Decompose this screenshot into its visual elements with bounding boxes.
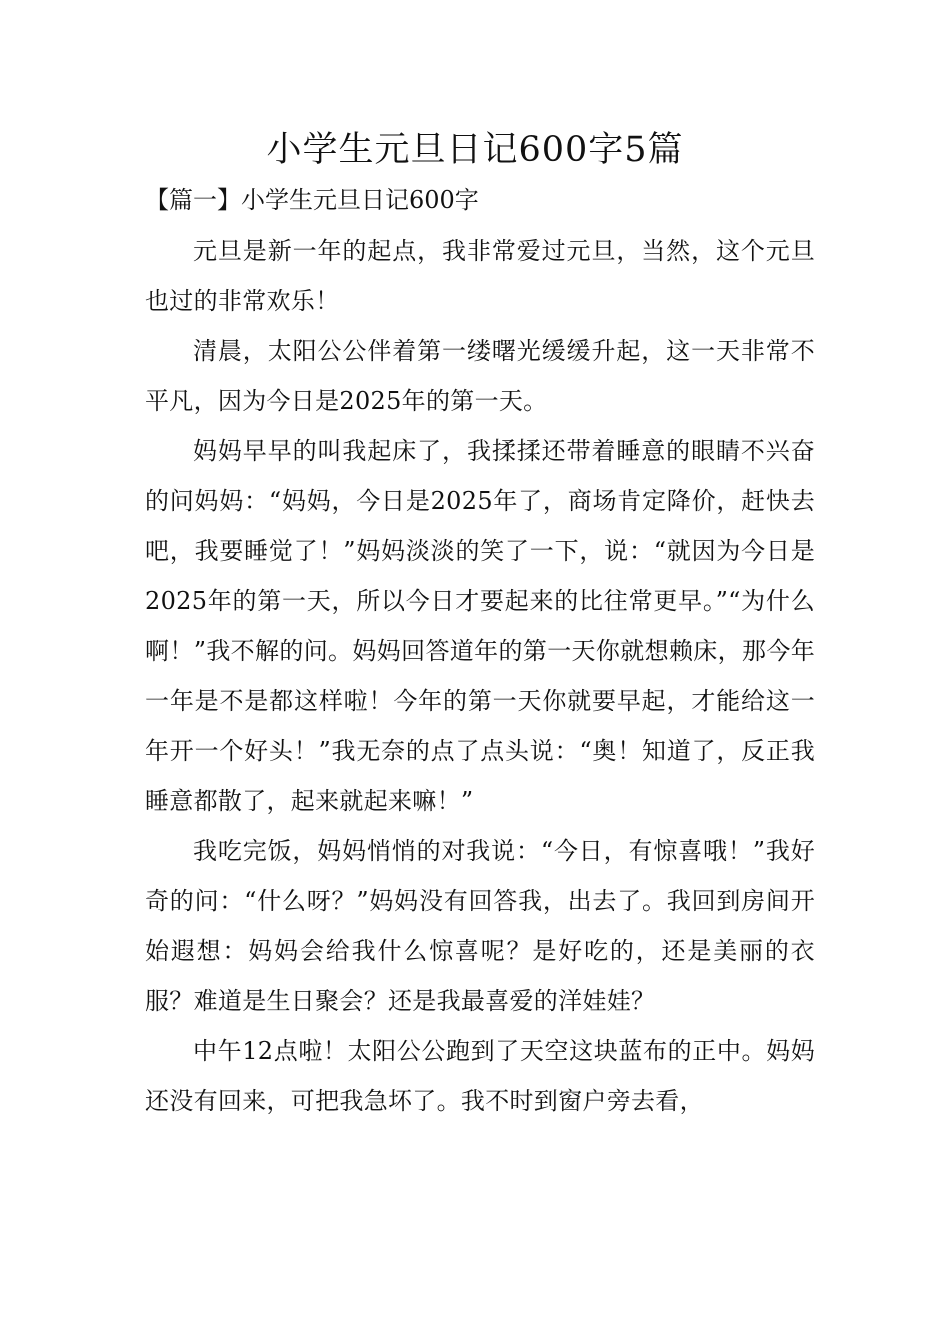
document-body: [145, 226, 815, 1126]
paragraph-2: 清晨，太阳公公伴着第一缕曙光缓缓升起，这一天非常不平凡，因为今日是2025年的第一天。: [145, 337, 815, 415]
paragraph-4: 我吃完饭，妈妈悄悄的对我说：“今日，有惊喜哦！”我好奇的问：“什么呀？”妈妈没有回答我，出去了。我回到房间开始遐想：妈妈会给我什么惊喜呢？是好吃的，还是美丽的衣服？难道是生日聚会？还是我最喜爱的洋娃娃？: [145, 837, 815, 1015]
paragraph-3: 妈妈早早的叫我起床了，我揉揉还带着睡意的眼睛不兴奋的问妈妈：“妈妈，今日是2025年了，商场肯定降价，赶快去吧，我要睡觉了！”妈妈淡淡的笑了一下，说：“就因为今日是2025年的第一天，所以今日才要起来的比往常更早。”“为什么啊！”我不解的问。妈妈回答道年的第一天你就想赖床，那今年一年是不是都这样啦！今年的第一天你就要早起，才能给这一年开一个好头！”我无奈的点了点头说：“奥！知道了，反正我睡意都散了，起来就起来嘛！”: [145, 437, 815, 815]
paragraph-1: 元旦是新一年的起点，我非常爱过元旦，当然，这个元旦也过的非常欢乐！: [145, 237, 815, 315]
document-title: 小学生元旦日记600字5篇: [266, 130, 684, 170]
section-heading: 【篇一】小学生元旦日记600字: [145, 186, 479, 214]
paragraph-5: 中午12点啦！太阳公公跑到了天空这块蓝布的正中。妈妈还没有回来，可把我急坏了。我不时到窗户旁去看，: [145, 1037, 815, 1115]
